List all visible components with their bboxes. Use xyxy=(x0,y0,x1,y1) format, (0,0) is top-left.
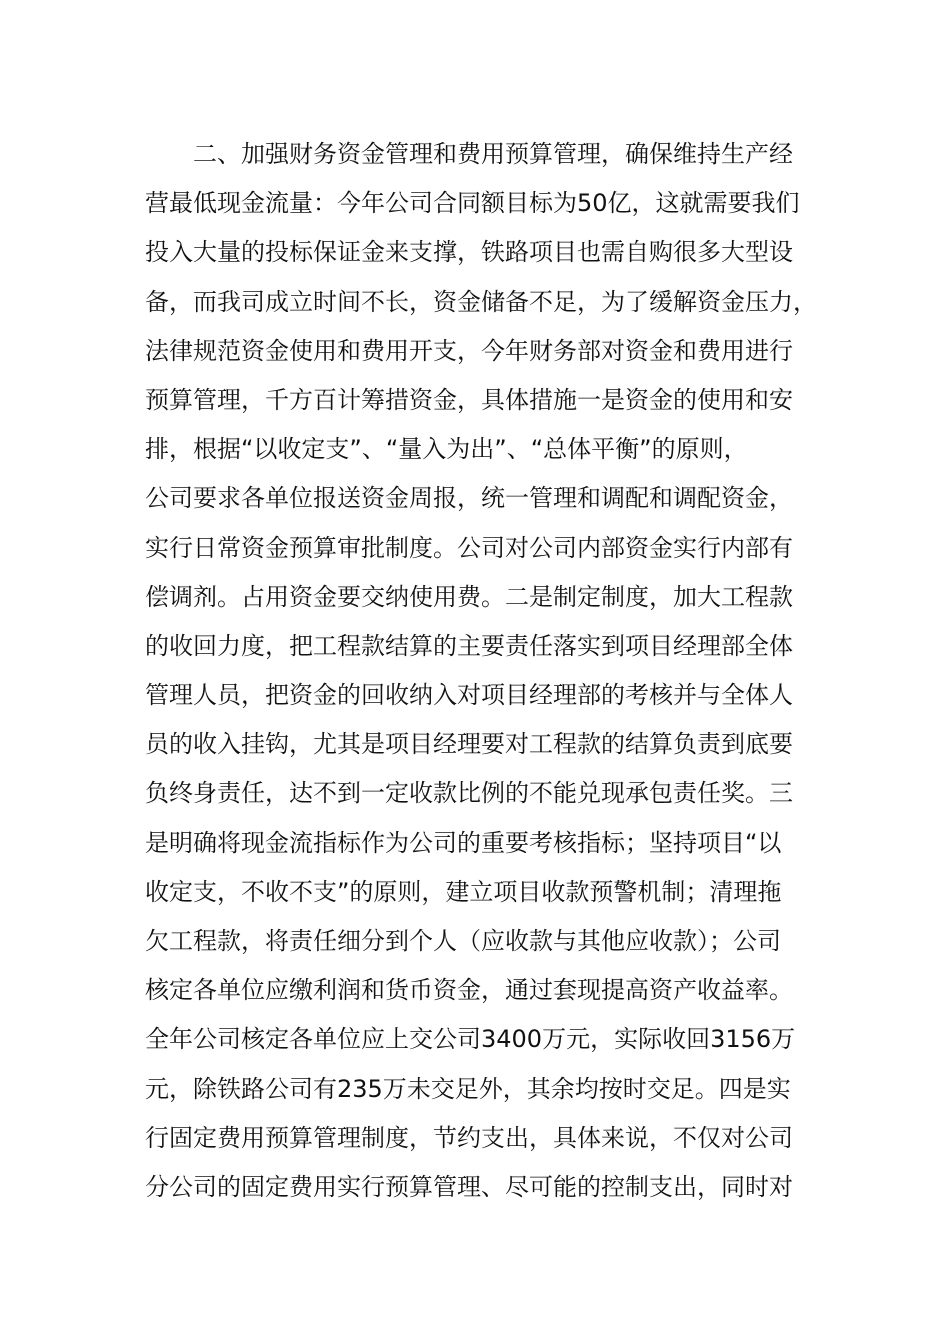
text-line: 欠工程款，将责任细分到个人（应收款与其他应收款）；公司 xyxy=(145,927,781,955)
text-line: 排，根据“以收定支”、“量入为出”、“总体平衡”的原则， xyxy=(145,435,748,464)
text-line: 分公司的固定费用实行预算管理、尽可能的控制支出，同时对 xyxy=(145,1172,793,1201)
text-line: 二、加强财务资金管理和费用预算管理，确保维持生产经 xyxy=(145,140,793,168)
text-line: 收定支，不收不支”的原则，建立项目收款预警机制；清理拖 xyxy=(145,877,782,906)
body-paragraph xyxy=(145,130,825,1212)
text-line: 预算管理，千方百计筹措资金，具体措施一是资金的使用和安 xyxy=(145,385,793,414)
text-line: 元，除铁路公司有235万未交足外，其余均按时交足。四是实 xyxy=(145,1074,791,1103)
text-line: 行固定费用预算管理制度，节约支出，具体来说，不仅对公司 xyxy=(145,1123,793,1152)
text-line: 管理人员，把资金的回收纳入对项目经理部的考核并与全体人 xyxy=(145,681,793,710)
text-line: 实行日常资金预算审批制度。公司对公司内部资金实行内部有 xyxy=(145,533,793,562)
text-line: 法律规范资金使用和费用开支，今年财务部对资金和费用进行 xyxy=(145,336,793,365)
text-line: 的收回力度，把工程款结算的主要责任落实到项目经理部全体 xyxy=(145,631,793,660)
text-line: 营最低现金流量：今年公司合同额目标为50亿，这就需要我们 xyxy=(145,189,800,218)
text-line: 核定各单位应缴利润和货币资金，通过套现提高资产收益率。 xyxy=(145,976,793,1005)
text-line: 员的收入挂钩，尤其是项目经理要对工程款的结算负责到底要 xyxy=(145,730,793,759)
text-line: 备，而我司成立时间不长，资金储备不足，为了缓解资金压力， xyxy=(145,287,817,316)
text-line: 全年公司核定各单位应上交公司3400万元，实际收回3156万 xyxy=(145,1025,796,1054)
text-line: 偿调剂。占用资金要交纳使用费。二是制定制度，加大工程款 xyxy=(145,582,793,611)
text-line: 公司要求各单位报送资金周报，统一管理和调配和调配资金， xyxy=(145,484,793,513)
text-line: 负终身责任，达不到一定收款比例的不能兑现承包责任奖。三 xyxy=(145,779,793,808)
text-line: 投入大量的投标保证金来支撑，铁路项目也需自购很多大型设 xyxy=(145,238,793,267)
text-line: 是明确将现金流指标作为公司的重要考核指标；坚持项目“以 xyxy=(145,828,782,857)
